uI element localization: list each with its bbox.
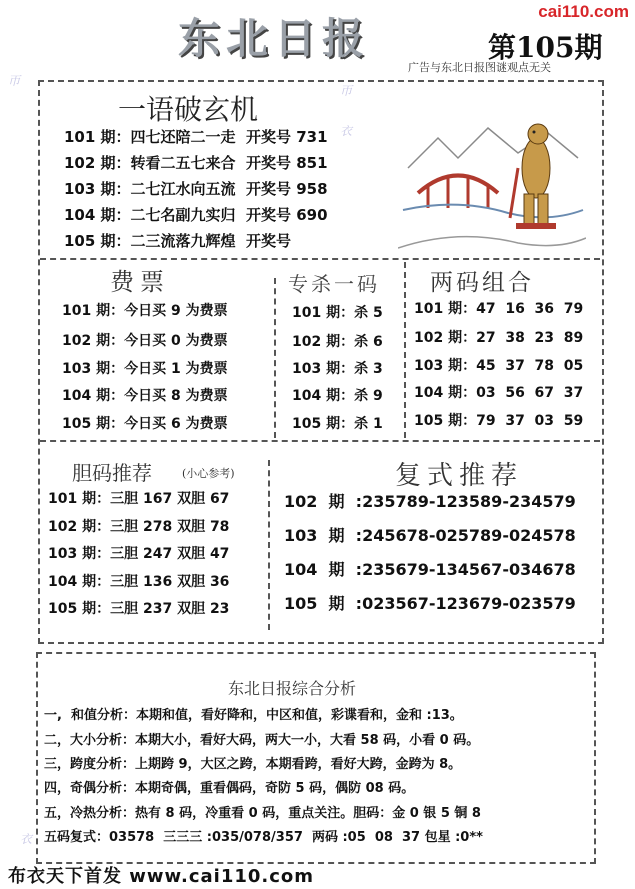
bold-pick-row: 102 期：三胆 278 双胆 78 <box>48 519 230 535</box>
kill-one-row: 102 期：杀 6 <box>292 334 383 350</box>
two-code-row: 103 期：45 37 78 05 <box>414 358 584 374</box>
riddle-row: 103 期：二七江水向五流 开奖号 958 <box>64 180 328 198</box>
free-ticket-row: 105 期：今日买 6 为费票 <box>62 416 228 432</box>
analysis-row: 二，大小分析：本期大小，看好大码，两大一小，大看 58 码，小看 0 码。 <box>44 733 480 748</box>
site-name[interactable]: cai110.com <box>538 2 629 21</box>
disclaimer: 广告与东北日报图谜观点无关 <box>408 61 551 74</box>
watermark-mark: 帀 <box>340 84 353 98</box>
free-ticket-row: 103 期：今日买 1 为费票 <box>62 361 228 377</box>
bold-pick-row: 103 期：三胆 247 双胆 47 <box>48 546 230 562</box>
issue-number: 第105期 <box>488 31 603 64</box>
riddle-row: 104 期：二七名副九实归 开奖号 690 <box>64 206 328 224</box>
watermark-mark: 帀 <box>8 74 21 88</box>
free-ticket-row: 104 期：今日买 8 为费票 <box>62 388 228 404</box>
analysis-title: 东北日报综合分析 <box>228 679 357 698</box>
bold-pick-row: 104 期：三胆 136 双胆 36 <box>48 574 230 590</box>
analysis-row: 三，跨度分析：上期跨 9，大区之跨，本期看跨，看好大跨，金跨为 8。 <box>44 757 462 772</box>
free-ticket-row: 101 期：今日买 9 为费票 <box>62 303 228 319</box>
two-code-row: 105 期：79 37 03 59 <box>414 413 584 429</box>
kill-one-row: 101 期：杀 5 <box>292 305 383 321</box>
kill-one-row: 103 期：杀 3 <box>292 361 383 377</box>
analysis-row: 四，奇偶分析：本期奇偶，重看偶码，奇防 5 码，偶防 08 码。 <box>44 781 415 796</box>
watermark-mark: 衣 <box>20 832 33 846</box>
watermark-mark: 衣 <box>340 124 353 138</box>
two-code-row: 104 期：03 56 67 37 <box>414 385 584 401</box>
riddle-title: 一语破玄机 <box>118 93 259 126</box>
bold-pick-subtitle: (小心参考) <box>182 467 235 480</box>
bear-bridge-illustration <box>398 98 586 256</box>
bold-pick-row: 101 期：三胆 167 双胆 67 <box>48 491 230 507</box>
column-divider <box>404 262 406 438</box>
masthead: 东北日报 <box>178 14 371 63</box>
two-code-row: 102 期：27 38 23 89 <box>414 330 584 346</box>
analysis-row: 五码复式：03578 三三三 :035/078/357 两码 :05 08 37 包星 :0** <box>44 830 483 845</box>
free-ticket-title: 费票 <box>110 268 170 296</box>
compound-title: 复式推荐 <box>395 461 524 491</box>
column-divider <box>268 460 270 630</box>
bold-pick-title: 胆码推荐 <box>72 461 152 485</box>
analysis-row: 五，冷热分析：热有 8 码，冷重看 0 码，重点关注。胆码：金 0 银 5 铜 8 <box>44 806 481 821</box>
two-code-title: 两码组合 <box>430 270 534 296</box>
bold-pick-row: 105 期：三胆 237 双胆 23 <box>48 601 230 617</box>
column-divider <box>274 278 276 438</box>
riddle-row: 105 期：二三流落九辉煌 开奖号 <box>64 232 291 250</box>
riddle-row: 102 期：转看二五七来合 开奖号 851 <box>64 154 328 172</box>
footer-text: 布衣天下首发 www.cai110.com <box>8 866 315 887</box>
kill-one-row: 104 期：杀 9 <box>292 388 383 404</box>
section-divider <box>40 440 600 442</box>
free-ticket-row: 102 期：今日买 0 为费票 <box>62 333 228 349</box>
compound-row: 104 期 :235679-134567-034678 <box>284 560 576 579</box>
compound-row: 105 期 :023567-123679-023579 <box>284 594 576 613</box>
compound-row: 102 期 :235789-123589-234579 <box>284 492 576 511</box>
kill-one-title: 专杀一码 <box>288 272 380 296</box>
compound-row: 103 期 :245678-025789-024578 <box>284 526 576 545</box>
two-code-row: 101 期：47 16 36 79 <box>414 301 584 317</box>
riddle-row: 101 期：四七还陪二一走 开奖号 731 <box>64 128 328 146</box>
kill-one-row: 105 期：杀 1 <box>292 416 383 432</box>
analysis-row: 一, 和值分析：本期和值，看好降和，中区和值，彩谍看和，金和 :13。 <box>44 708 463 723</box>
section-divider <box>40 258 600 260</box>
